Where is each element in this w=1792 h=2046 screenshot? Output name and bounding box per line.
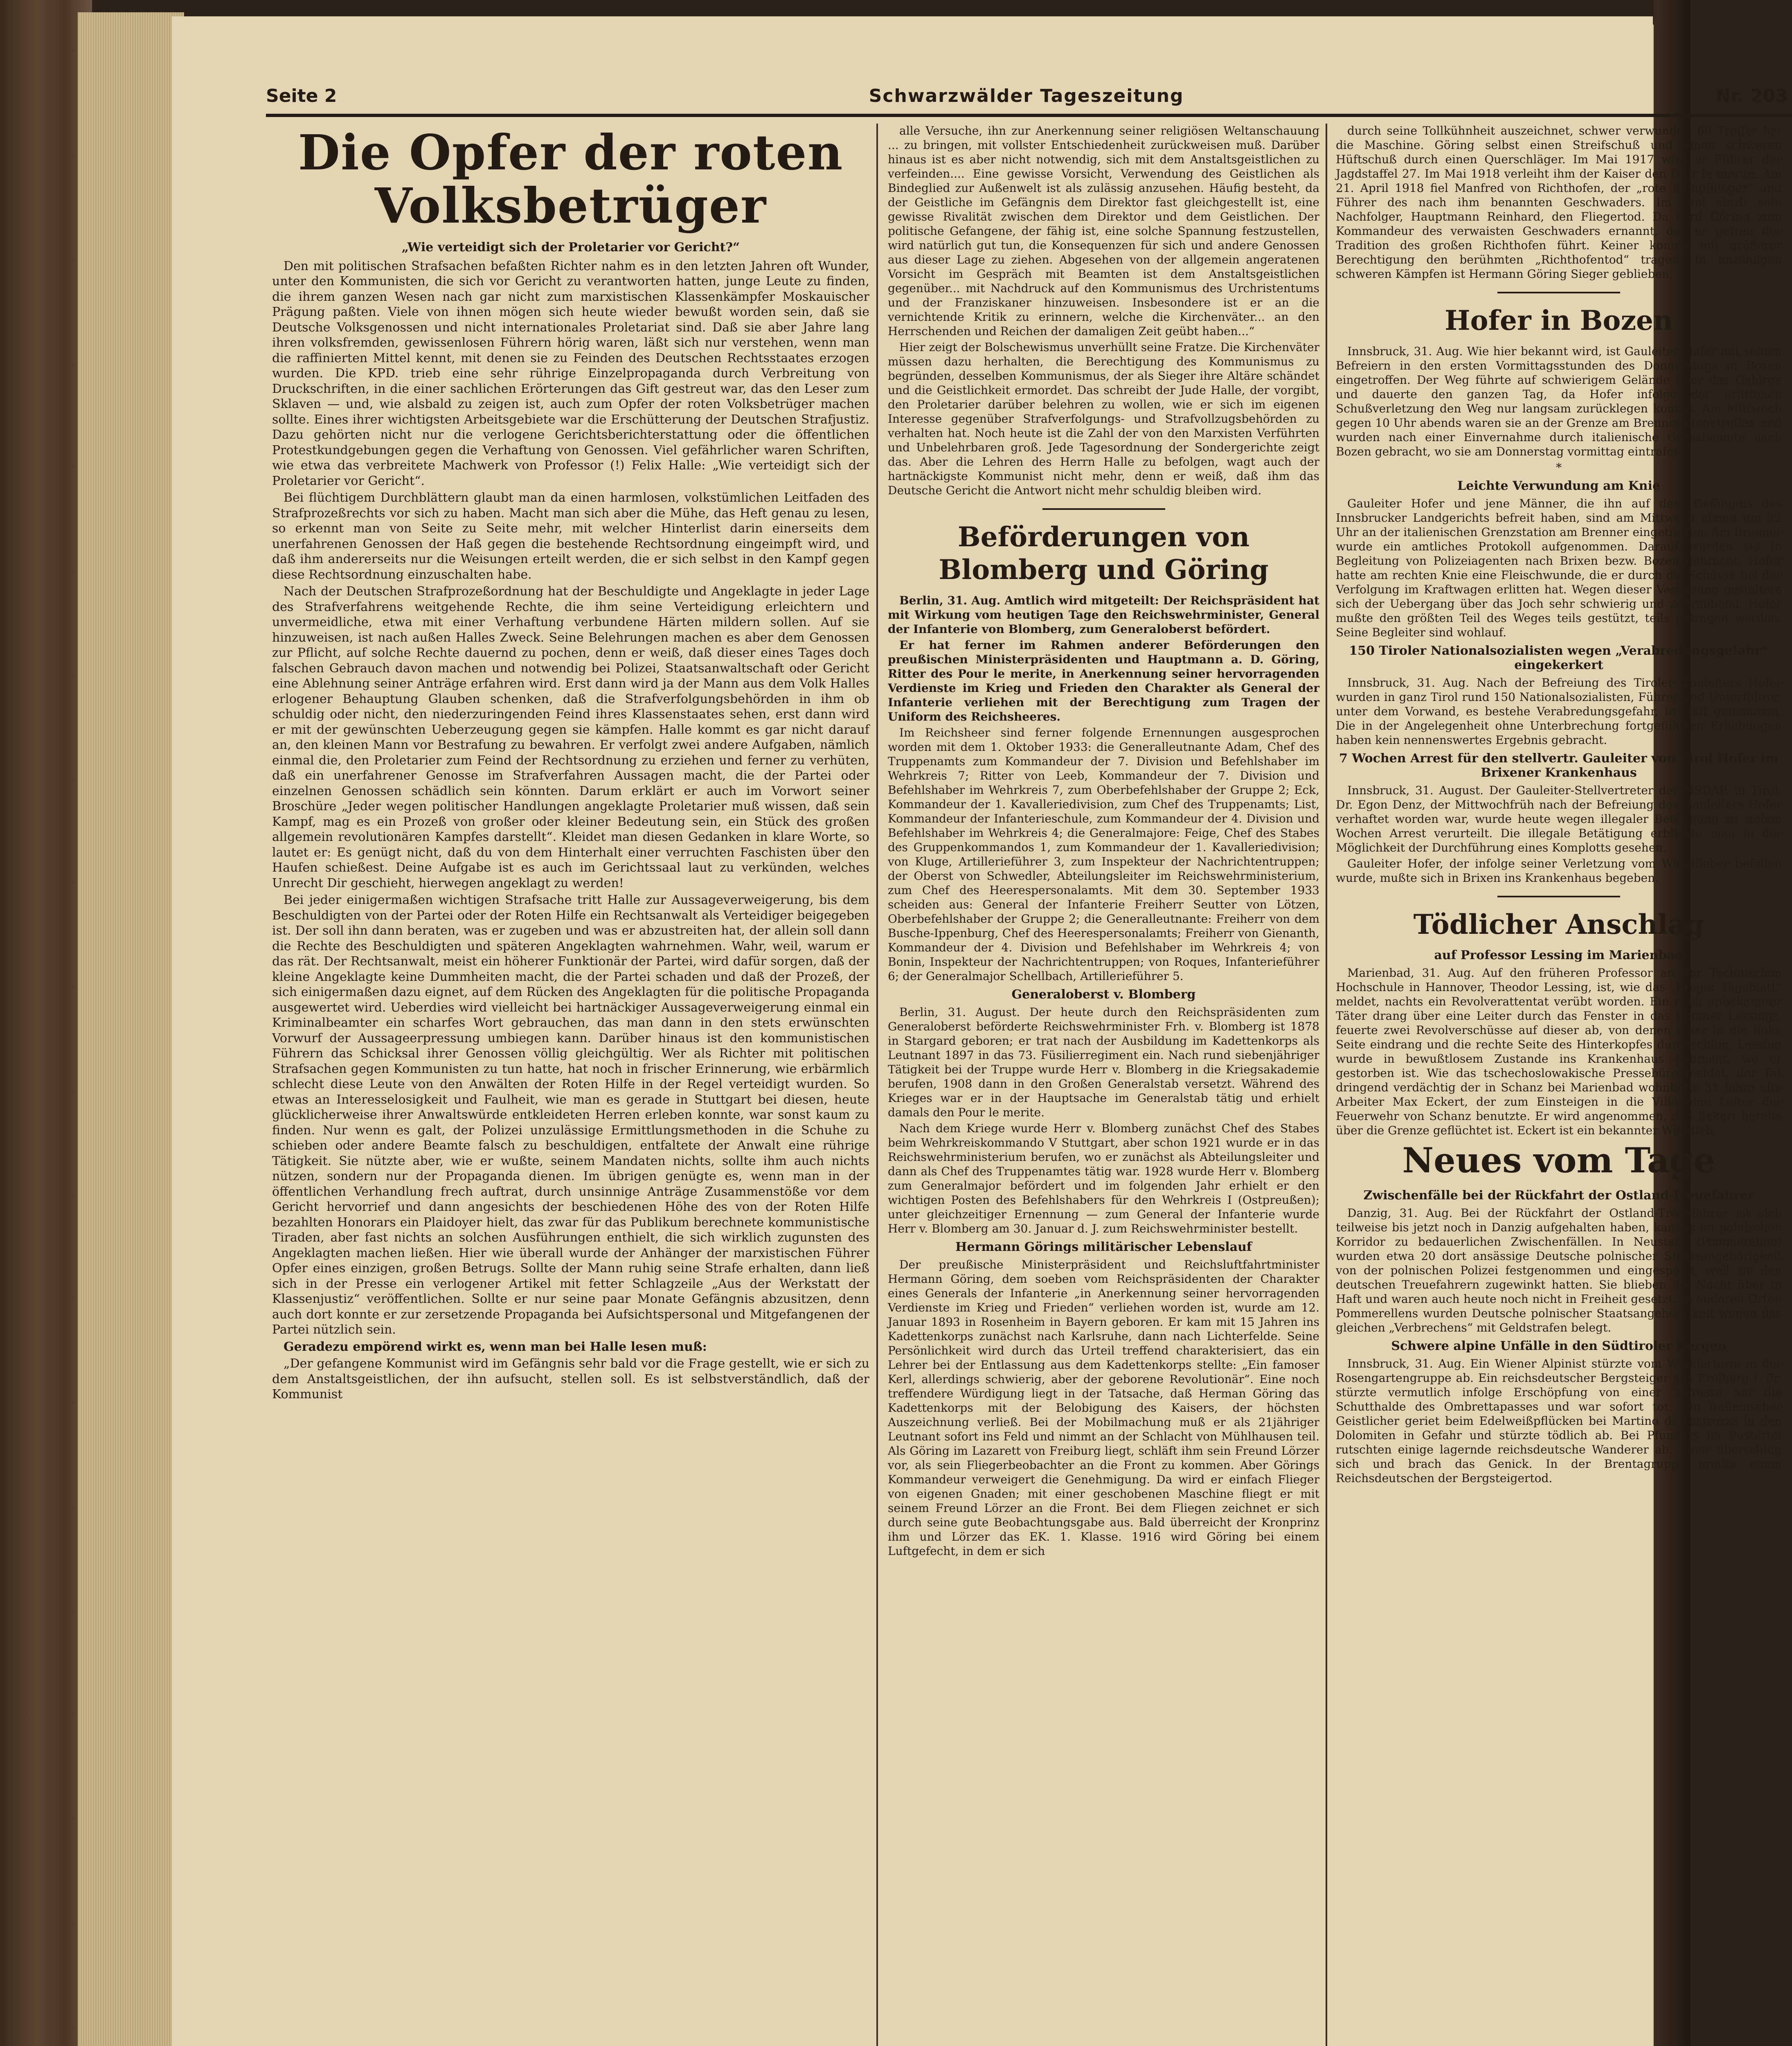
- paragraph: Bei flüchtigem Durchblättern glaubt man da einen harmlosen, volkstümlichen Leitfaden des Strafprozeßrechts vor sich zu haben. Macht man sich aber die Mühe, das Heft genau zu lesen, so erkennt man von Seite zu Seite mehr, mit welcher Hinterlist darin einerseits dem unerfahrenen Genossen der Haß gegen die bestehende Rechtsordnung eingeimpft wird, und daß ihm andererseits nur die Weisungen erteilt werden, die er sich selbst in den Kampf gegen diese Rechtsordnung einzuschalten habe.: [272, 491, 869, 582]
- paragraph: Gauleiter Hofer, der infolge seiner Verletzung vom Wundfieber befallen wurde, mußte sich in Brixen ins Krankenhaus begeben.: [1336, 857, 1782, 885]
- paragraph: Innsbruck, 31. Aug. Wie hier bekannt wird, ist Gauleiter Hofer mit seinen Befreiern in den ersten Vormittagsstunden des Donnerstags in Bozen eingetroffen. Der Weg führte auf schwierigem Gelände über das Gebirge und dauerte den ganzen Tag, da Hofer infolge der erlittenen Schußverletzung den Weg nur langsam zurücklegen konnte. Am Mittwoch gegen 10 Uhr abends waren sie an der Grenze am Brenner eingetroffen und wurden nach einer Einvernahme durch italienische Grenzbeamte nach Bozen gebracht, wo sie am Donnerstag vormittag eintrafen.: [1336, 345, 1782, 458]
- column-3: [1336, 124, 1782, 2046]
- paragraph: Innsbruck, 31. Aug. Ein Wiener Alpinist stürzte vom Winklerturm in der Rosengartengruppe ab. Ein reichsdeutscher Bergsteiger aus Freiburg i. Br. stürzte vermutlich infolge Erschöpfung von einer Terrasse auf die Schutthalde des Ombrettapasses und war sofort tot. Ein italienischer Geistlicher geriet beim Edelweißpflücken bei Martino di Castrozza in den Dolomiten in Gefahr und stürzte tödlich ab. Bei Pfunders im Pustertal rutschten einige lagernde reichsdeutsche Wanderer ab. Einer überschlug sich und brach das Genick. In der Brentagruppe ereilte einen Reichsdeutschen der Bergsteigertod.: [1336, 1357, 1782, 1485]
- subheadline: Zwischenfälle bei der Rückfahrt der Ostland-Treuefahrer: [1363, 1188, 1754, 1203]
- page-number: Seite 2: [266, 86, 337, 106]
- paragraph: Den mit politischen Strafsachen befaßten Richter nahm es in den letzten Jahren oft Wunder, unter den Kommunisten, die sich vor Gericht zu verantworten hatten, junge Leute zu finden, die ihrem ganzen Wesen nach gar nicht zum marxistischen Klassenkämpfer Moskauischer Prägung paßten. Viele von ihnen mögen sich heute wieder bewußt worden sein, daß sie Deutsche Volksgenossen und nicht internationales Proletariat sind. Daß sie aber Jahre lang ihren volksfremden, gewissenlosen Führern hörig waren, läßt sich nur verstehen, wenn man die raffinierten Mittel kennt, mit denen sie zu Feinden des Deutschen Rechtsstaates erzogen wurden. Die KPD. trieb eine sehr rührige Einzelpropaganda durch Verbreitung von Druckschriften, in die einer sachlichen Erörterungen das Gift gestreut war, das den Leser zum Sklaven — und, wie alsbald zu zeigen ist, auch zum Opfer der roten Volksbetrüger machen sollte. Eines ihrer wichtigsten Arbeitsgebiete war die Erschütterung der Deutschen Strafjustiz. Dazu gehörten nicht nur die verlogene Gerichtsberichterstattung oder die öffentlichen Protestkundgebungen gegen die Verhaftung von Genossen. Viel gefährlicher waren Schriften, wie etwa das verbreitete Machwerk von Professor (!) Felix Halle: „Wie verteidigt sich der Proletarier vor Gericht“.: [272, 259, 869, 488]
- paragraph: Bei jeder einigermaßen wichtigen Strafsache tritt Halle zur Aussageverweigerung, bis dem Beschuldigten von der Partei oder der Roten Hilfe ein Rechtsanwalt als Verteidiger beigegeben ist. Der soll ihn dann beraten, was er zugeben und was er abzustreiten hat, der allein soll dann die Rechte des Beschuldigten und späteren Angeklagten wahrnehmen. Wahr, weil, warum er das rät. Der Rechtsanwalt, meist ein höherer Funktionär der Partei, wird dafür sorgen, daß der kleine Angeklagte keine Dummheiten macht, die der Partei schaden und daß der Prozeß, der sich einigermaßen dazu eignet, auf dem Rücken des Angeklagten für die politische Propaganda ausgewertet wird. Ueberdies wird vielleicht bei hartnäckiger Aussageverweigerung einmal ein Kriminalbeamter ein scharfes Wort gebrauchen, das man dann in den stets erwünschten Vorwurf der Aussageerpressung umbiegen kann. Darüber hinaus ist den kommunistischen Führern das Schicksal ihrer Genossen völlig gleichgültig. Wer als Richter mit politischen Strafsachen gegen Kommunisten zu tun hatte, hat noch in frischer Erinnerung, wie erbärmlich schlecht diese Leute von den Anwälten der Roten Hilfe in der Regel verteidigt wurden. So etwas an Interesselosigkeit und Faulheit, wie man es gerade in Stuttgart bei diesen, heute glücklicherweise ihrer Anwaltswürde entkleideten Herren erleben konnte, war sonst kaum zu finden. Nur wenn es galt, der Polizei unzulässige Ermittlungsmethoden in die Schuhe zu schieben oder andere Beamte falsch zu beschuldigen, entfaltete der Anwalt eine rührige Tätigkeit. Sie nützte aber, wie er wußte, seinem Mandaten nichts, sollte ihm auch nichts nützen, sondern nur der Propaganda dienen. Im übrigen genügte es, wenn man in der öffentlichen Verhandlung frech auftrat, durch unsinnige Anträge Zusammenstöße vor dem Gericht hervorrief und dann angesichts der beschiedenen Höhe des von der Roten Hilfe bezahlten Honorars ein Plaidoyer hielt, das zwar für das Publikum berechnete kommunistische Tiraden, aber fast nichts an solchen Ausführungen enthielt, die sich wirklich zugunsten des Angeklagten machen ließen. Hier wie überall wurde der Anhänger der marxistischen Führer Opfer eines einzigen, großen Betrugs. Sollte der Mann ruhig seine Strafe erhalten, dann ließ sich in der Presse ein verlogener Artikel mit fetter Schlagzeile „Aus der Werkstatt der Klassenjustiz“ veröffentlichen. Sollte er nur seine paar Monate Gefängnis abzusitzen, denn auch dort konnte er zur zersetzende Propaganda bei Aufsichtspersonal und Mitgefangenen der Partei nützlich sein.: [272, 893, 869, 1337]
- newspaper-page: [172, 16, 1788, 2046]
- masthead: Schwarzwälder Tageszeitung: [869, 86, 1184, 106]
- paragraph: Berlin, 31. Aug. Amtlich wird mitgeteilt: Der Reichspräsident hat mit Wirkung vom heutigen Tage den Reichswehrminister, General der Infanterie von Blomberg, zum Generaloberst befördert.: [888, 594, 1319, 636]
- headline-neues: Neues vom Tage: [1402, 1140, 1715, 1181]
- column-divider: [876, 124, 878, 2046]
- paragraph: alle Versuche, ihn zur Anerkennung seiner religiösen Weltanschauung ... zu bringen, mit vollster Entschiedenheit zurückweisen muß. Darüber hinaus ist es aber nicht notwendig, sich mit dem Anstaltsgeistlichen zu verfeinden.... Eine gewisse Vorsicht, Verwendung des Geistlichen als Bindeglied zur Außenwelt ist als zulässig anzusehen. Häufig besteht, da der Geistliche im Gefängnis dem Direktor fast gleichgestellt ist, eine gewisse Rivalität zwischen dem Direktor und dem Geistlichen. Der politische Gefangene, der fähig ist, eine solche Spannung festzustellen, wird natürlich gut tun, die Konsequenzen für sich und andere Genossen aus dieser Lage zu ziehen. Abgesehen von der allgemein angeratenen Vorsicht im Gespräch mit Beamten ist dem Anstaltsgeistlichen gegenüber... mit Nachdruck auf den Kommunismus des Urchristentums und der Franziskaner hinzuweisen. Insbesondere ist er an die vernichtende Kritik zu erinnern, welche die Kirchenväter... an den Herrschenden und Reichen der damaligen Zeit geübt haben...“: [888, 124, 1319, 338]
- paragraph: Er hat ferner im Rahmen anderer Beförderungen den preußischen Ministerpräsidenten und Hauptmann a. D. Göring, Ritter des Pour le merite, in Anerkennung seiner hervorragenden Verdienste im Krieg und Frieden den Charakter als General der Infanterie verliehen mit der Berechtigung zum Tragen der Uniform des Reichsheeres.: [888, 638, 1319, 723]
- subheadline: 150 Tiroler Nationalsozialisten wegen „Verabredungsgefahr“ eingekerkert: [1349, 644, 1769, 672]
- paragraph: Geradezu empörend wirkt es, wenn man bei Halle lesen muß:: [284, 1339, 707, 1354]
- subheadline: auf Professor Lessing im Marienbad: [1434, 948, 1684, 962]
- column-1: [272, 124, 869, 2046]
- column-2: [888, 124, 1319, 2046]
- paragraph: Berlin, 31. August. Der heute durch den Reichspräsidenten zum Generaloberst beförderte Reichswehrminister Frh. v. Blomberg ist 1878 in Stargard geboren; er trat nach der Ausbildung im Kadettenkorps als Leutnant 1897 in das 73. Füsilierregiment ein. Nach rund siebenjähriger Tätigkeit bei der Truppe wurde Herr v. Blomberg in die Kriegsakademie berufen, 1908 dann in den Großen Generalstab versetzt. Während des Krieges war er in der Hauptsache im Generalstab tätig und erhielt damals den Pour le merite.: [888, 1005, 1319, 1119]
- subheadline: Hermann Görings militärischer Lebenslauf: [955, 1240, 1252, 1254]
- subheadline: 7 Wochen Arrest für den stellvertr. Gauleiter von Tirol Hofer im Brixener Krankenhaus: [1339, 751, 1778, 780]
- paragraph: durch seine Tollkühnheit auszeichnet, schwer verwundet. 60 Treffer hat die Maschine. Göring selbst einen Streifschuß und einen schweren Hüftschuß durch einen Querschläger. Im Mai 1917 wird er Führer der Jagdstaffel 27. Im Mai 1918 verleiht ihm der Kaiser den Pour le merite. Am 21. April 1918 fiel Manfred von Richthofen, der „rote Kampfflieger“ und Führer des nach ihm benannten Geschwaders. Im Juni starb sein Nachfolger, Hauptmann Reinhard, den Fliegertod. Da wird Göring zum Kommandeur des verwaisten Geschwaders ernannt, das er getreu der Tradition des großen Richthofen führt. Keiner konnte mit größerer Berechtigung den berühmten „Richthofentod“ tragen. In unzähligen schweren Kämpfen ist Hermann Göring Sieger geblieben.: [1336, 124, 1782, 281]
- headline-befoerderungen: Beförderungen von Blomberg und Göring: [939, 521, 1269, 586]
- paragraph: Nach der Deutschen Strafprozeßordnung hat der Beschuldigte und Angeklagte in jeder Lage des Strafverfahrens weitgehende Rechte, die ihm seine Verteidigung erleichtern und unvermeidliche, etwa mit einer Verhaftung verbundene Härten mildern sollen. Auf sie hinzuweisen, ist nach außen Halles Zweck. Seine Belehrungen machen es aber dem Genossen zur Pflicht, auf solche Rechte dauernd zu pochen, denn er weiß, daß dieser eines Tages doch falschen Gebrauch davon machen und notwendig bei Polizei, Staatsanwaltschaft oder Gericht eine Ablehnung seiner Anträge erfahren wird. Erst dann wird ja der Mann aus dem Volk Halles erlogener Behauptung Glauben schenken, daß die Strafverfolgungsbehörden in ihm ob schuldig oder nicht, den niederzuringenden Feind ihres Klassenstaates sehen, erst dann wird er mit der gewünschten Ueberzeugung gegen sie kämpfen. Halle kommt es gar nicht darauf an, den kleinen Mann vor Bestrafung zu bewahren. Er verfolgt zwei andere Aufgaben, nämlich einmal die, den Proletarier zum Feind der Rechtsordnung zu erziehen und ferner zu verhüten, daß ein unerfahrener Genosse im Strafverfahren Aussagen macht, die der Partei oder einzelnen Genossen schädlich sein könnten. Darum erklärt er auch im Vorwort seiner Broschüre „Jeder wegen politischer Handlungen angeklagte Proletarier muß wissen, daß sein Kampf, mag es ein Prozeß von großer oder kleiner Bedeutung sein, ein Stück des großen allgemein revolutionären Kampfes darstellt“. Kleidet man diesen Gedanken in klare Worte, so lautet er: Es genügt nicht, daß du von dem Hinterhalt einer verruchten Faschisten über den Haufen schießest. Deine Aufgabe ist es auch im Gerichtssaal laut zu verkünden, welches Unrecht Dir geschieht, hierwegen angeklagt zu werden!: [272, 584, 869, 890]
- section-divider: [1497, 896, 1620, 897]
- subheadline: Leichte Verwundung am Knie: [1457, 479, 1660, 493]
- paragraph: Innsbruck, 31. Aug. Nach der Befreiung des Tiroler Gauleiters Hofer wurden in ganz Tirol rund 150 Nationalsozialisten, Führer und Unterführer, unter dem Vorwand, es bestehe Verabredungsgefahr, in Haft genommen. Die in der Angelegenheit ohne Unterbrechung fortgeführten Erhebungen haben kein nennenswertes Ergebnis gebracht.: [1336, 676, 1782, 747]
- section-divider: [1497, 292, 1620, 293]
- paragraph: Nach dem Kriege wurde Herr v. Blomberg zunächst Chef des Stabes beim Wehrkreiskommando V Stuttgart, aber schon 1921 wurde er in das Reichswehrministerium berufen, wo er zunächst als Abteilungsleiter und dann als Chef des Truppenamtes tätig war. 1928 wurde Herr v. Blomberg zum Generalmajor befördert und im folgenden Jahr erhielt er den wichtigen Posten des Befehlshabers für den Wehrkreis I (Ostpreußen); unter gleichzeitiger Ernennung — zum General der Infanterie wurde Herr v. Blomberg am 30. Januar d. J. zum Reichswehrminister bestellt.: [888, 1122, 1319, 1235]
- paragraph: Marienbad, 31. Aug. Auf den früheren Professor an der Technischen Hochschule in Hannover, Theodor Lessing, ist, wie das „Prager Tageblatt“ meldet, nachts ein Revolverattentat verübt worden. Ein noch unbekannter Täter drang über eine Leiter durch das Fenster in das Zimmer Lessings, feuerte zwei Revolverschüsse auf dieser ab, von denen einer in die linke Seite eindrang und die rechte Seite des Hinterkopfes durchschlug. Lessing wurde in bewußtlosem Zustande ins Krankenhaus gebracht, wo er gestorben ist. Wie das tschechoslowakische Pressebüro meldet, der Tat dringend verdächtig der in Schanz bei Marienbad wohnhafte 31 Jahre alte Arbeiter Max Eckert, der zum Einsteigen in die Villa eine Leiter der Feuerwehr von Schanz benutzte. Er wird angenommen, daß Eckert bereits über die Grenze geflüchtet ist. Eckert ist ein bekannter Wilddieb.: [1336, 966, 1782, 1137]
- header-rule: [266, 114, 1792, 117]
- subheadline: „Wie verteidigt sich der Proletarier vor Gericht?“: [401, 240, 740, 255]
- column-divider: [1326, 124, 1327, 2046]
- paragraph: Der preußische Ministerpräsident und Reichsluftfahrtminister Hermann Göring, dem soeben vom Reichspräsidenten der Charakter eines Generals der Infanterie „in Anerkennung seiner hervorragenden Verdienste im Krieg und Frieden“ verliehen worden ist, wurde am 12. Januar 1893 in Rosenheim in Bayern geboren. Er kam mit 15 Jahren ins Kadettenkorps zunächst nach Karlsruhe, dann nach Lichterfelde. Seine Persönlichkeit wird durch das Urteil treffend charakterisiert, das ein Lehrer bei der Entlassung aus dem Kadettenkorps stellte: „Ein famoser Kerl, allerdings schwierig, aber der geborene Revolutionär“. Eine noch treffendere Würdigung liegt in der Tatsache, daß Herman Göring das Kadettenkorps mit der Belobigung des Kaisers, der höchsten Auszeichnung verließ. Bei der Mobilmachung muß er als 21jähriger Leutnant sofort ins Feld und nimmt an der Schlacht von Mühlhausen teil. Als Göring im Lazarett von Freiburg liegt, schläft ihm sein Freund Lörzer vor, als sein Fliegerbeobachter an die Front zu kommen. Aber Görings Kommandeur verweigert die Genehmigung. Da wird er einfach Flieger von eigenen Gnaden; mit einer geschobenen Maschine fliegt er mit seinem Freund Lörzer an die Front. Bei dem Fliegen zeichnet er sich durch seine gute Beobachtungsgabe aus. Bald überreicht der Kronprinz ihm und Lörzer das EK. 1. Klasse. 1916 wird Göring bei einem Luftgefecht, in dem er sich: [888, 1258, 1319, 1558]
- page-header: [266, 78, 1788, 106]
- page-stack-edge: [78, 12, 184, 2046]
- paragraph: Hier zeigt der Bolschewismus unverhüllt seine Fratze. Die Kirchenväter müssen dazu herhalten, die Berechtigung des Kommunismus zu begründen, desselben Kommunismus, der als Sieger ihre Altäre schändet und die Geistlichkeit ermordet. Das schreibt der Jude Halle, der vorgibt, den Proletarier darüber belehren zu wollen, wie er sich im eigenen Interesse gegenüber Strafverfolgungs- und Strafvollzugsbehörden zu verhalten hat. Noch heute ist die Zahl der von den Marxisten Verführten und Unbelehrbaren groß. Jede Tagesordnung der Sondergerichte zeigt das. Aber die Lehren des Herrn Halle zu befolgen, wagt auch der hartnäckigste Kommunist nicht mehr, denn er weiß, daß ihm das Deutsche Gericht die Antwort nicht mehr schuldig bleiben wird.: [888, 340, 1319, 497]
- headline-hofer: Hofer in Bozen: [1445, 304, 1673, 336]
- section-divider: [1042, 508, 1165, 510]
- headline-opfer: Die Opfer der roten Volksbetrüger: [298, 124, 844, 234]
- subheadline: Generaloberst v. Blomberg: [1011, 987, 1196, 1002]
- separator-star: *: [1556, 461, 1562, 474]
- subheadline: Schwere alpine Unfälle in den Südtiroler Bergen: [1391, 1339, 1727, 1353]
- issue-number: Nr. 203: [1715, 86, 1788, 106]
- paragraph: Im Reichsheer sind ferner folgende Ernennungen ausgesprochen worden mit dem 1. Oktober 1933: die Generalleutnante Adam, Chef des Truppenamts zum Kommandeur der 7. Division und Befehlshaber im Wehrkreis 7; Ritter von Leeb, Kommandeur der 7. Division und Befehlshaber im Wehrkreis 7, zum Oberbefehlshaber der Gruppe 2; Eck, Kommandeur der 1. Kavalleriedivision, zum Chef des Truppenamts; List, Kommandeur der Infanterieschule, zum Kommandeur der 4. Division und Befehlshaber im Wehrkreis 4; die Generalmajore: Feige, Chef des Stabes des Gruppenkommandos 1, zum Kommandeur der 1. Kavalleriedivision; von Kluge, Artillerieführer 3, zum Inspekteur der Nachrichtentruppen; der Oberst von Schwedler, Abteilungsleiter im Reichswehrministerium, zum Chef des Heerespersonalamts. Mit dem 30. September 1933 scheiden aus: General der Infanterie Freiherr Seutter von Lötzen, Oberbefehlshaber der Gruppe 2; die Generalleutnante: Freiherr von dem Busche-Ippenburg, Chef des Heerespersonalamts; Freiherr von Gienanth, Kommandeur der 4. Division und Befehlshaber im Wehrkreis 4; von Bonin, Inspekteur der Nachrichtentruppen; von Roques, Infanterieführer 6; der Generalmajor Schellbach, Artillerieführer 5.: [888, 726, 1319, 983]
- paragraph: Gauleiter Hofer und jene Männer, die ihn auf dem Gefängnis des Innsbrucker Landgerichts befreit haben, sind am Mittwoch abend um 22 Uhr an der italienischen Grenzstation am Brenner eingetroffen. Am Brenner wurde ein amtliches Protokoll aufgenommen. Darauf wurden sie in Begleitung von Polizeiagenten nach Brixen bezw. Bozen gebracht. Hofer hatte am rechten Knie eine Fleischwunde, die er durch die Schüsse bei der Verfolgung im Kraftwagen erlitten hat. Wegen dieser Verletzung gestaltete sich der Uebergang über das Joch sehr schwierig und zeitraubend. Hofer mußte den größten Teil des Weges teils gestützt, teils getragen werden. Seine Begleiter sind wohlauf.: [1336, 497, 1782, 639]
- paragraph: Danzig, 31. Aug. Bei der Rückfahrt der Ostland-Treuefahrer ist sich teilweise bis jetzt noch in Danzig aufgehalten haben, kam es im polnischen Korridor zu bedauerlichen Zwischenfällen. In Neustadt (Pommerellen) wurden etwa 20 dort ansässige Deutsche polnischer Staatsangehörigkeit von der polnischen Polizei festgenommen und eingesperrt, weil sie den deutschen Treuefahrern zugewinkt hatten. Sie blieben die Nacht über in Haft und waren auch heute noch nicht in Freiheit gesetzt. In anderen Orten Pommerellens wurden Deutsche polnischer Staatsangehörigkeit wegen des gleichen „Verbrechens“ mit Geldstrafen belegt.: [1336, 1206, 1782, 1334]
- paragraph: „Der gefangene Kommunist wird im Gefängnis sehr bald vor die Frage gestellt, wie er sich zu dem Anstaltsgeistlichen, der ihn aufsucht, stellen soll. Es ist selbstverständlich, daß der Kommunist: [272, 1356, 869, 1402]
- headline-anschlag: Tödlicher Anschlag: [1413, 908, 1704, 940]
- paragraph: Innsbruck, 31. August. Der Gauleiter-Stellvertreter der NSDAP. in Tirol, Dr. Egon Denz, der Mittwochfrüh nach der Befreiung des Gauleiters Hofer verhaftet worden war, wurde heute wegen illegaler Betätigung zu sieben Wochen Arrest verurteilt. Die illegale Betätigung erblickte man in der Möglichkeit der Durchführung eines Komplotts gesehen.: [1336, 784, 1782, 854]
